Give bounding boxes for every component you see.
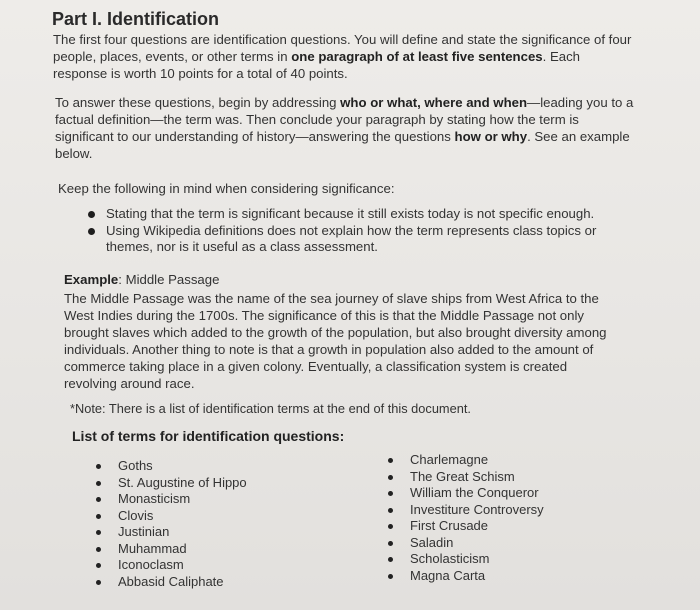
bullet-icon (388, 557, 393, 562)
bullet-icon (96, 530, 101, 535)
instructions-text-end: . Each response is worth 10 points for a total of 40 points. (53, 49, 581, 81)
example-label: Example (64, 272, 119, 287)
bullet-icon (388, 475, 393, 480)
list-item (88, 206, 608, 223)
term-text: First Crusade (410, 518, 489, 533)
list-item (96, 491, 296, 508)
instructions-paragraph (53, 31, 633, 82)
bullet-text: Using Wikipedia definitions does not explain how the term represents class topics or themes, nor is it useful as a class assessment. (106, 222, 597, 254)
term-text: Magna Carta (410, 567, 486, 583)
bullet-icon (96, 497, 101, 502)
bullet-text: Stating that the term is significant because it still exists today is not specific enough. (106, 206, 595, 221)
term-text: Abbasid Caliphate (118, 573, 224, 589)
term-text: St. Augustine of Hippo (118, 474, 247, 490)
term-text: William the Conqueror (410, 485, 539, 500)
bullet-icon (388, 574, 393, 579)
term-text: Investiture Controversy (410, 501, 544, 517)
term-text: Charlemagne (410, 452, 489, 467)
bullet-icon (88, 211, 95, 218)
term-text: Saladin (410, 534, 454, 550)
terms-list-right (388, 452, 588, 584)
note-text: *Note: There is a list of identification terms at the end of this document. (70, 401, 471, 416)
list-item (388, 535, 588, 552)
approach-paragraph (55, 94, 640, 162)
list-item (388, 551, 588, 568)
example-paragraph: The Middle Passage was the name of the sea journey of slave ships from West Africa to the West Indies during the 1700s. The significance of this is that the Middle Passage not only brought slaves which added to the growth of the population, but also brought diversity among individuals. Another thing to note is that a growth in population also added to the amount of commerce taking place in a given colony. Eventually, a classification system is created revolving around race. (64, 291, 607, 391)
approach-emphasis-who-what: who or what, where and when (340, 95, 528, 110)
terms-list-title: List of terms for identification questions: (72, 428, 345, 444)
term-text: Goths (118, 458, 153, 473)
example-heading (64, 272, 219, 287)
bullet-icon (388, 491, 393, 496)
instructions-emphasis: one paragraph of at least five sentences (291, 49, 543, 64)
bullet-icon (96, 563, 101, 568)
list-item (388, 485, 588, 502)
term-text: Muhammad (118, 540, 187, 556)
list-item (96, 458, 296, 475)
term-text: Iconoclasm (118, 557, 184, 572)
approach-text-middle: —leading you to a factual definition—the term was. Then conclude your paragraph by stating how the term is significant to our understanding of history—answering the questions (55, 95, 634, 144)
term-text: Scholasticism (410, 551, 490, 566)
bullet-icon (96, 514, 101, 519)
bullet-icon (96, 464, 101, 469)
bullet-icon (96, 547, 101, 552)
bullet-icon (96, 580, 101, 585)
list-item (388, 568, 588, 585)
bullet-icon (96, 481, 101, 486)
list-item (96, 557, 296, 574)
term-text: Clovis (118, 507, 154, 523)
term-text: Justinian (118, 524, 170, 539)
list-item (388, 452, 588, 469)
term-text: Monasticism (118, 491, 191, 506)
bullet-icon (388, 508, 393, 513)
bullet-icon (388, 541, 393, 546)
bullet-icon (88, 228, 95, 235)
list-item (96, 574, 296, 591)
list-item (96, 508, 296, 525)
significance-intro: Keep the following in mind when considering significance: (58, 181, 395, 196)
list-item (96, 541, 296, 558)
list-item (388, 502, 588, 519)
list-item (388, 469, 588, 486)
list-item (88, 223, 608, 256)
term-text: The Great Schism (410, 468, 515, 484)
instructions-text-start: The first four questions are identification questions. You will define and state the significance of four people, places, events, or other terms in (53, 32, 632, 64)
significance-bullet-list (88, 206, 608, 256)
bullet-icon (388, 524, 393, 529)
terms-list-left (96, 458, 296, 590)
approach-text-start: To answer these questions, begin by addressing (55, 95, 341, 110)
list-item (96, 524, 296, 541)
section-title: Part I. Identification (52, 9, 220, 29)
approach-emphasis-how-why: how or why (454, 129, 528, 144)
list-item (96, 475, 296, 492)
bullet-icon (388, 458, 393, 463)
approach-text-end: . See an example below. (55, 129, 630, 161)
example-topic: : Middle Passage (118, 272, 220, 287)
list-item (388, 518, 588, 535)
